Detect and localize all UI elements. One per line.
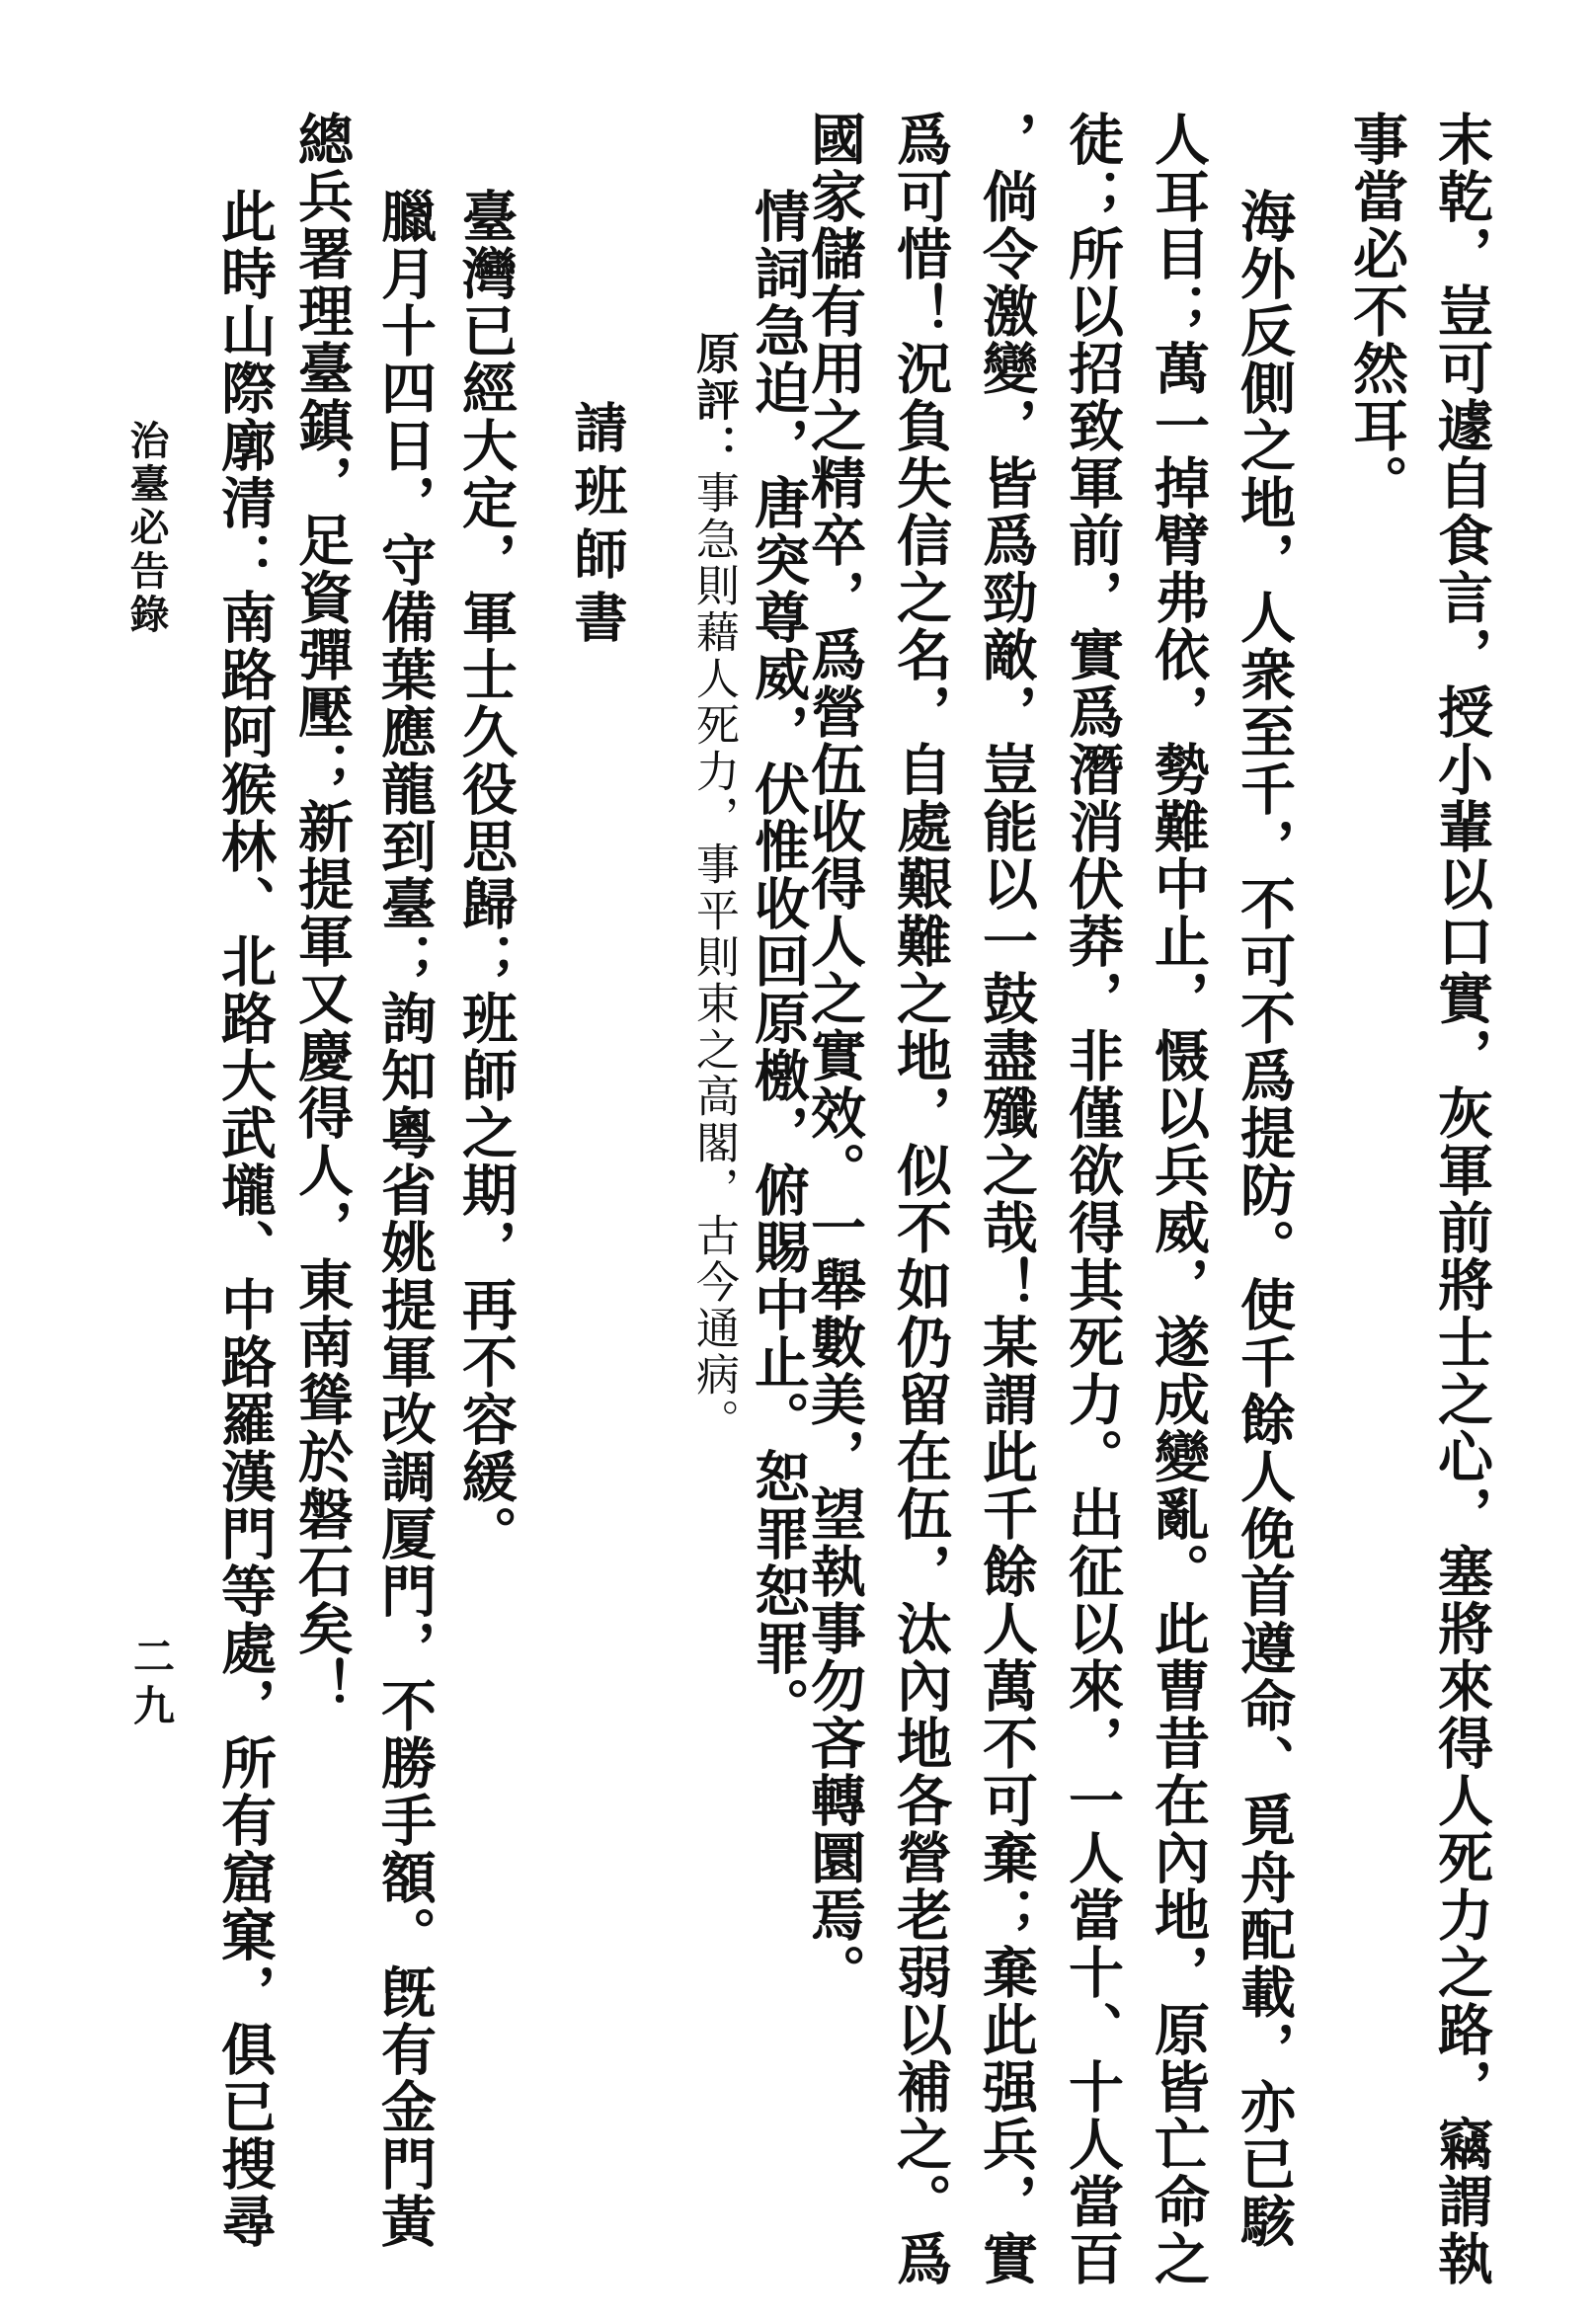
page-number: 二九 (127, 1635, 176, 1733)
text-column: 人耳目；萬一掉臂弗依，勢難中止，慑以兵威，遂成變亂。此曹昔在內地，原皆亡命之 (1146, 111, 1211, 2287)
text-column: 國家儲有用之精卒，爲營伍收得人之實效。一舉數美，望執事勿吝轉圜焉。 (802, 111, 867, 2001)
section-title: 請班師書 (566, 400, 629, 653)
text-column: 徒；所以招致軍前，實爲潛消伏莽，非僅欲得其死力。出征以來，一人當十、十人當百 (1060, 111, 1125, 2287)
text-column: 末乾，豈可遽自食言，授小輩以口實，灰軍前將士之心，塞將來得人死力之路，竊謂執 (1429, 111, 1494, 2287)
text-column: 此時山際廓清：南路阿猴林、北路大武壠、中路羅漢門等處，所有窟窠，俱已搜尋 (212, 188, 278, 2250)
text-column: 事當必不然耳。 (1344, 111, 1409, 512)
text-column: ，倘令激變，皆爲勁敵，豈能以一鼓盡殲之哉！某謂此千餘人萬不可棄；棄此强兵，實 (974, 111, 1039, 2287)
commentary-text: 事急則藉人死力，事平則束之高閣，古今通病。 (688, 470, 739, 1445)
commentary-label: 原評： (688, 331, 739, 470)
text-column: 爲可惜！況負失信之名，自處艱難之地，似不如仍留在伍，汰內地各營老弱以補之。爲 (888, 111, 953, 2287)
text-column: 總兵署理臺鎮，足資彈壓；新提軍又慶得人，東南聳於磐石矣！ (289, 111, 355, 1715)
text-column: 臘月十四日，守備葉應龍到臺；詢知粵省姚提軍改調厦門，不勝手額。旣有金門黃 (372, 188, 438, 2250)
text-column: 海外反側之地，人衆至千，不可不爲提防。使千餘人俛首遵命、覓舟配載，亦已駭 (1232, 188, 1297, 2250)
running-title: 治臺必告錄 (123, 420, 170, 637)
text-column: 情詞急迫，唐突尊威，伏惟收回原檄，俯賜中止。恕罪恕罪。 (746, 188, 811, 1734)
text-column: 臺灣已經大定，軍士久役思歸；班師之期，再不容緩。 (453, 188, 519, 1562)
commentary (688, 331, 739, 1445)
